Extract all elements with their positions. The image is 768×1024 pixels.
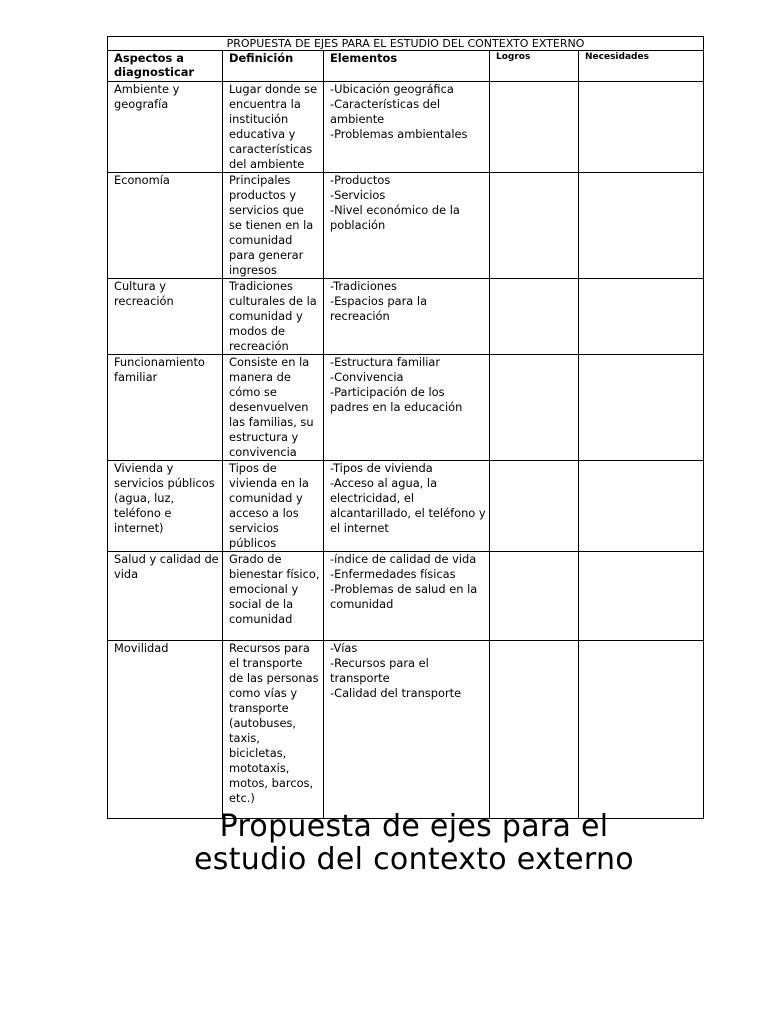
achievements-cell	[490, 279, 579, 355]
aspect-cell: Movilidad	[108, 641, 223, 819]
needs-cell	[579, 355, 704, 461]
element-item: -Problemas de salud en la comunidad	[330, 582, 478, 611]
table-row	[108, 552, 704, 641]
aspect-cell: Economía	[108, 173, 223, 279]
needs-cell	[579, 641, 704, 819]
header-definition: Definición	[223, 51, 324, 82]
achievements-cell	[490, 173, 579, 279]
element-item: -Características del ambiente	[330, 97, 441, 126]
aspect-cell: Ambiente y geografía	[108, 82, 223, 173]
table-row	[108, 641, 704, 819]
table-title-row	[108, 37, 704, 51]
needs-cell	[579, 552, 704, 641]
document-caption	[0, 810, 768, 876]
table-row	[108, 279, 704, 355]
aspect-cell: Cultura y recreación	[108, 279, 223, 355]
element-item: -Convivencia	[330, 370, 404, 384]
element-item: -Ubicación geográfica	[330, 82, 454, 96]
header-needs: Necesidades	[579, 51, 704, 82]
definition-cell: Grado de bienestar físico, emocional y social de la comunidad	[223, 552, 324, 641]
table-header-row	[108, 51, 704, 82]
elements-cell	[324, 552, 490, 641]
axes-proposal-table	[107, 36, 704, 819]
element-item: -Vías	[330, 641, 358, 655]
needs-cell	[579, 279, 704, 355]
aspect-cell: Salud y calidad de vida	[108, 552, 223, 641]
element-item: -Servicios	[330, 188, 386, 202]
needs-cell	[579, 461, 704, 552]
table-title: PROPUESTA DE EJES PARA EL ESTUDIO DEL CONTEXTO EXTERNO	[108, 37, 704, 51]
achievements-cell	[490, 82, 579, 173]
header-achievements: Logros	[490, 51, 579, 82]
header-aspect: Aspectos a diagnosticar	[108, 51, 223, 82]
definition-cell: Principales productos y servicios que se tienen en la comunidad para generar ingresos	[223, 173, 324, 279]
definition-cell: Consiste en la manera de cómo se desenvuelven las familias, su estructura y convivencia	[223, 355, 324, 461]
element-item: -Tradiciones	[330, 279, 397, 293]
elements-cell	[324, 279, 490, 355]
element-item: -Calidad del transporte	[330, 686, 462, 700]
achievements-cell	[490, 355, 579, 461]
elements-cell	[324, 641, 490, 819]
aspect-cell: Vivienda y servicios públicos (agua, luz, teléfono e internet)	[108, 461, 223, 552]
table-row	[108, 82, 704, 173]
definition-cell: Tradiciones culturales de la comunidad y modos de recreación	[223, 279, 324, 355]
definition-cell: Recursos para el transporte de las personas como vías y transporte (autobuses, taxis, bicicletas, mototaxis, motos, barcos, etc.)	[223, 641, 324, 819]
element-item: -Participación de los padres en la educación	[330, 385, 463, 414]
element-item: -Productos	[330, 173, 391, 187]
elements-cell	[324, 355, 490, 461]
elements-cell	[324, 173, 490, 279]
element-item: -Acceso al agua, la electricidad, el alcantarillado, el teléfono y el internet	[330, 476, 486, 535]
elements-cell	[324, 82, 490, 173]
table-row	[108, 355, 704, 461]
achievements-cell	[490, 641, 579, 819]
needs-cell	[579, 173, 704, 279]
aspect-cell: Funcionamiento familiar	[108, 355, 223, 461]
caption-line-2: estudio del contexto externo	[194, 842, 634, 877]
caption-line-1: Propuesta de ejes para el	[219, 809, 609, 844]
definition-cell: Tipos de vivienda en la comunidad y acceso a los servicios públicos	[223, 461, 324, 552]
needs-cell	[579, 82, 704, 173]
achievements-cell	[490, 552, 579, 641]
element-item: -Nivel económico de la población	[330, 203, 460, 232]
table-row	[108, 173, 704, 279]
element-item: -Problemas ambientales	[330, 127, 468, 141]
achievements-cell	[490, 461, 579, 552]
element-item: -índice de calidad de vida	[330, 552, 477, 566]
element-item: -Recursos para el transporte	[330, 656, 429, 685]
element-item: -Tipos de vivienda	[330, 461, 433, 475]
table-row	[108, 461, 704, 552]
header-elements: Elementos	[324, 51, 490, 82]
definition-cell: Lugar donde se encuentra la institución educativa y características del ambiente	[223, 82, 324, 173]
element-item: -Enfermedades físicas	[330, 567, 456, 581]
element-item: -Espacios para la recreación	[330, 294, 428, 323]
element-item: -Estructura familiar	[330, 355, 441, 369]
elements-cell	[324, 461, 490, 552]
